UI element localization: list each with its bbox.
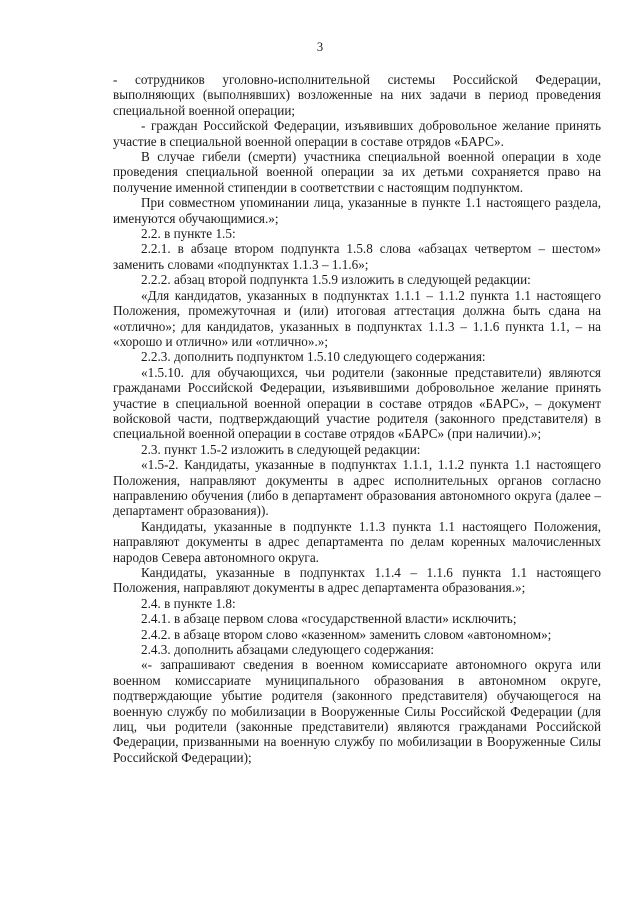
paragraph: - граждан Российской Федерации, изъявивших добровольное желание принять участие в специальной военной операции в составе отрядов «БАРС».: [113, 118, 601, 149]
paragraph: «1.5.10. для обучающихся, чьи родители (законные представители) являются гражданами Российской Федерации, изъявившими добровольное желание принять участие в специальной военной операции в составе отрядов «БАРС», – документ войсковой части, подтверждающий участие родителя (законного представителя) в специальной военной операции в составе отрядов «БАРС» (при наличии).»;: [113, 364, 601, 442]
paragraph: 2.4.3. дополнить абзацами следующего содержания:: [141, 642, 435, 658]
paragraph: «1.5-2. Кандидаты, указанные в подпунктах 1.1.1, 1.1.2 пункта 1.1 настоящего Положения, направляют документы в адрес исполнительных органов согласно направлению обучения (либо в департамент образования автономного округа (далее – департамент образования)).: [113, 457, 601, 519]
paragraph: 2.2. в пункте 1.5:: [141, 226, 236, 242]
paragraph: Кандидаты, указанные в подпунктах 1.1.4 – 1.1.6 пункта 1.1 настоящего Положения, направляют документы в адрес департамента образования.»;: [113, 565, 601, 596]
paragraph: 2.4. в пункте 1.8:: [141, 595, 236, 611]
paragraph: 2.2.2. абзац второй подпункта 1.5.9 изложить в следующей редакции:: [141, 272, 531, 288]
paragraph: 2.4.1. в абзаце первом слова «государственной власти» исключить;: [141, 611, 517, 627]
paragraph: В случае гибели (смерти) участника специальной военной операции в ходе проведения специальной военной операции за их детьми сохраняется право на получение именной стипендии в соответствии с настоящим подпунктом.: [113, 149, 601, 195]
document-body: [113, 72, 601, 765]
paragraph: 2.4.2. в абзаце втором слово «казенном» заменить словом «автономном»;: [141, 626, 552, 642]
paragraph: «- запрашивают сведения в военном комиссариате автономного округа или военном комиссариате муниципального образования в автономном округе, подтверждающие убытие родителя (законного представителя) обучающегося на военную службу по мобилизации в Вооруженные Силы Российской Федерации (для лиц, чьи родители (законные представители) являются гражданами Российской Федерации, призванными на военную службу по мобилизации в Вооруженные Силы Российской Федерации);: [113, 657, 601, 765]
paragraph: «Для кандидатов, указанных в подпунктах 1.1.1 – 1.1.2 пункта 1.1 настоящего Положения, промежуточная и (или) итоговая аттестация должна быть сдана на «отлично»; для кандидатов, указанных в подпунктах 1.1.3 – 1.1.6 пункта 1.1, – на «хорошо и отлично» или «отлично».»;: [113, 287, 601, 349]
paragraph: Кандидаты, указанные в подпункте 1.1.3 пункта 1.1 настоящего Положения, направляют документы в адрес департамента по делам коренных малочисленных народов Севера автономного округа.: [113, 518, 601, 565]
paragraph: При совместном упоминании лица, указанные в пункте 1.1 настоящего раздела, именуются обучающимися.»;: [113, 195, 601, 226]
paragraph: 2.3. пункт 1.5-2 изложить в следующей редакции:: [141, 441, 421, 457]
page-number: 3: [316, 40, 324, 54]
paragraph: 2.2.3. дополнить подпунктом 1.5.10 следующего содержания:: [141, 349, 486, 365]
paragraph: - сотрудников уголовно-исполнительной системы Российской Федерации, выполняющих (выполнявших) возложенные на них задачи в период проведения специальной военной операции;: [113, 72, 601, 118]
paragraph: 2.2.1. в абзаце втором подпункта 1.5.8 слова «абзацах четвертом – шестом» заменить словами «подпунктах 1.1.3 – 1.1.6»;: [113, 241, 601, 272]
